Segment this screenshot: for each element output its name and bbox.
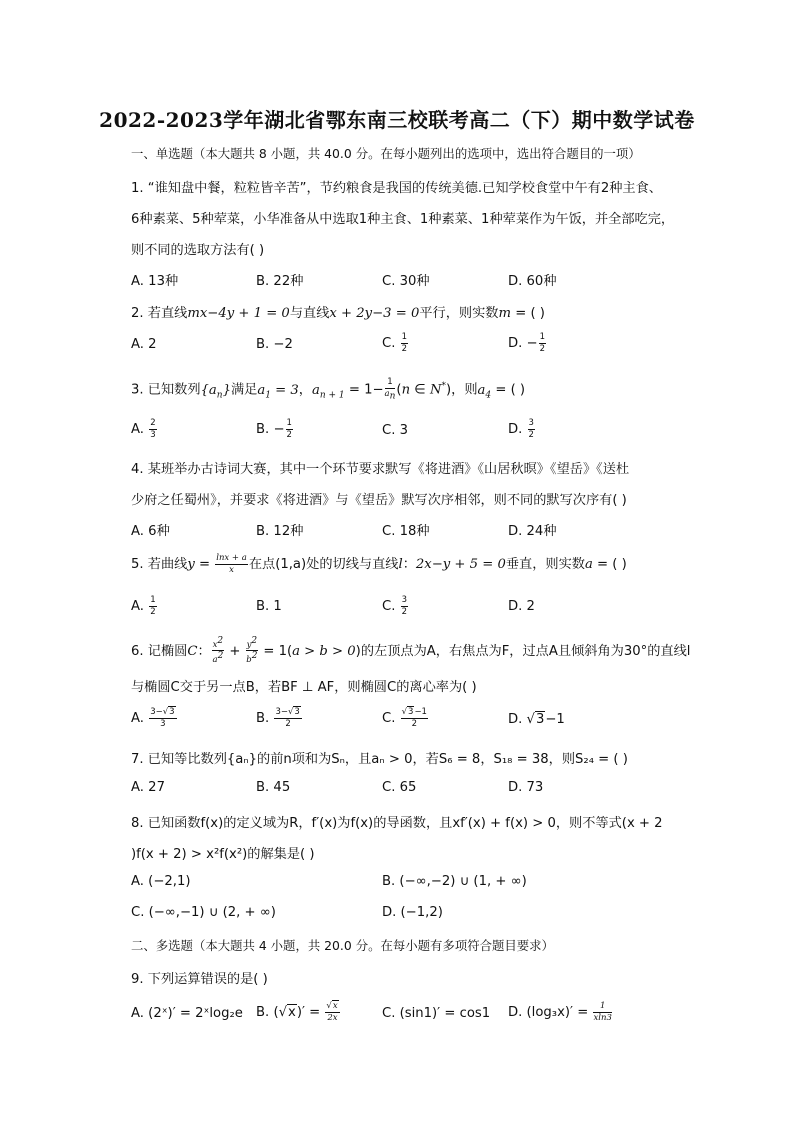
q6-option-a: A. $\frac{3-√3}{3}$ <box>131 707 175 729</box>
section-multi-choice: 二、多选题（本大题共 4 小题，共 20.0 分。在每小题有多项符合题目要求） <box>131 938 554 953</box>
q6-option-b: B. $\frac{3-√3}{2}$ <box>256 707 300 729</box>
q6-option-d: D. √3−1 <box>508 712 565 727</box>
q1-option-a: A. 13种 <box>131 274 179 289</box>
q1-option-c: C. 30种 <box>382 274 430 289</box>
q3-option-b: B. − $\frac{1}{2}$ <box>256 418 292 440</box>
q8-option-b: B. (−∞,−2) ∪ (1, + ∞) <box>382 874 527 889</box>
q7-option-d: D. 73 <box>508 780 544 795</box>
q3-option-d: D. $\frac{3}{2}$ <box>508 418 534 440</box>
q4-option-d: D. 24种 <box>508 524 557 539</box>
q4-line2: 少府之任蜀州》，并要求《将进酒》与《望岳》默写次序相邻，则不同的默写次序有( ) <box>131 493 627 508</box>
q6-stem-line2: 与椭圆C交于另一点B，若BF ⊥ AF，则椭圆C的离心率为( ) <box>131 680 477 695</box>
q9-option-b: B. (√x)′ = $\frac{√x}{2x}$ <box>256 1001 338 1023</box>
q7-stem: 7. 已知等比数列{aₙ}的前n项和为Sₙ，且aₙ > 0，若S₆ = 8，S₁₈ = 38，则S₂₄ = ( ) <box>131 752 628 767</box>
q2-option-c: C. $\frac{1}{2}$ <box>382 332 408 354</box>
q2-end: ( ) <box>530 306 545 321</box>
exam-title: 2022-2023学年湖北省鄂东南三校联考高二（下）期中数学试卷 <box>99 108 695 132</box>
q9-stem: 9. 下列运算错误的是( ) <box>131 972 268 987</box>
q7-option-c: C. 65 <box>382 780 417 795</box>
q3-stem: 3. 已知数列$\{a_n\}$满足$a_1 = 3$，$a_{n + 1} = 1-$ $\frac{1}{a_n}$ (n ∈ N*)，则$a_4$ = ( ) <box>131 377 526 402</box>
q2-stem: 2. 若直线mx−4y + 1 = 0与直线x + 2y−3 = 0平行，则实数m = ( ) <box>131 306 545 321</box>
q9-option-a: A. (2ˣ)′ = 2ˣlog₂e <box>131 1006 243 1021</box>
q5-option-c: C. $\frac{3}{2}$ <box>382 595 408 617</box>
section-single-choice: 一、单选题（本大题共 8 小题，共 40.0 分。在每小题列出的选项中，选出符合题目的一项） <box>131 146 641 161</box>
q2-var: m <box>498 306 512 321</box>
q2-prefix: 2. 若直线 <box>131 306 188 321</box>
q8-line2: )f(x + 2) > x²f(x²)的解集是( ) <box>131 847 315 862</box>
q8-option-a: A. (−2,1) <box>131 874 191 889</box>
q9-option-c: C. (sin1)′ = cos1 <box>382 1006 491 1021</box>
q5-option-b: B. 1 <box>256 599 282 614</box>
q5-option-d: D. 2 <box>508 599 535 614</box>
q8-line1: 8. 已知函数f(x)的定义域为R，f′(x)为f(x)的导函数，且xf′(x) + f(x) > 0，则不等式(x + 2 <box>131 816 663 831</box>
q2-mid: 与直线 <box>289 306 330 321</box>
q2-option-b: B. −2 <box>256 337 293 352</box>
q4-option-a: A. 6种 <box>131 524 170 539</box>
q3-option-c: C. 3 <box>382 423 408 438</box>
q1-line1: 1. “谁知盘中餐，粒粒皆辛苦”，节约粮食是我国的传统美德.已知学校食堂中午有2种主食、 <box>131 181 662 196</box>
q1-option-d: D. 60种 <box>508 274 557 289</box>
q2-option-d: D. − $\frac{1}{2}$ <box>508 332 546 354</box>
q5-stem: 5. 若曲线y = $\frac{\ln x + a}{x}$ 在点(1,a)处的切线与直线l：2x−y + 5 = 0垂直，则实数a = ( ) <box>131 553 627 575</box>
q7-option-a: A. 27 <box>131 780 165 795</box>
q6-option-c: C. $\frac{√3-1}{2}$ <box>382 707 427 729</box>
q1-line2: 6种素菜、5种荤菜，小华准备从中选取1种主食、1种素菜、1种荤菜作为午饭，并全部吃完， <box>131 212 675 227</box>
q2-suffix: 平行，则实数 <box>419 306 499 321</box>
q4-option-c: C. 18种 <box>382 524 430 539</box>
q9-option-d: D. (log₃x)′ = $\frac{1}{xln3}$ <box>508 1001 612 1023</box>
q5-option-a: A. $\frac{1}{2}$ <box>131 595 156 617</box>
q6-stem-line1: 6. 记椭圆C： $\frac{x^2}{a^2}$ + $\frac{y^2}{b^2}$ = 1(a > b > 0)的左顶点为A，右焦点为F，过点A且倾斜角为30°的直线l <box>131 636 691 666</box>
q1-line3: 则不同的选取方法有( ) <box>131 243 265 258</box>
q8-option-d: D. (−1,2) <box>382 905 443 920</box>
q2-option-a: A. 2 <box>131 337 157 352</box>
q1-option-b: B. 22种 <box>256 274 304 289</box>
q7-option-b: B. 45 <box>256 780 291 795</box>
q3-option-a: A. $\frac{2}{3}$ <box>131 418 156 440</box>
q4-option-b: B. 12种 <box>256 524 304 539</box>
q8-option-c: C. (−∞,−1) ∪ (2, + ∞) <box>131 905 276 920</box>
q4-line1: 4. 某班举办古诗词大赛，其中一个环节要求默写《将进酒》《山居秋暝》《望岳》《送杜 <box>131 462 630 477</box>
q2-line2-formula: x + 2y−3 = 0 <box>329 306 420 321</box>
q2-line1-formula: mx−4y + 1 = 0 <box>187 306 290 321</box>
